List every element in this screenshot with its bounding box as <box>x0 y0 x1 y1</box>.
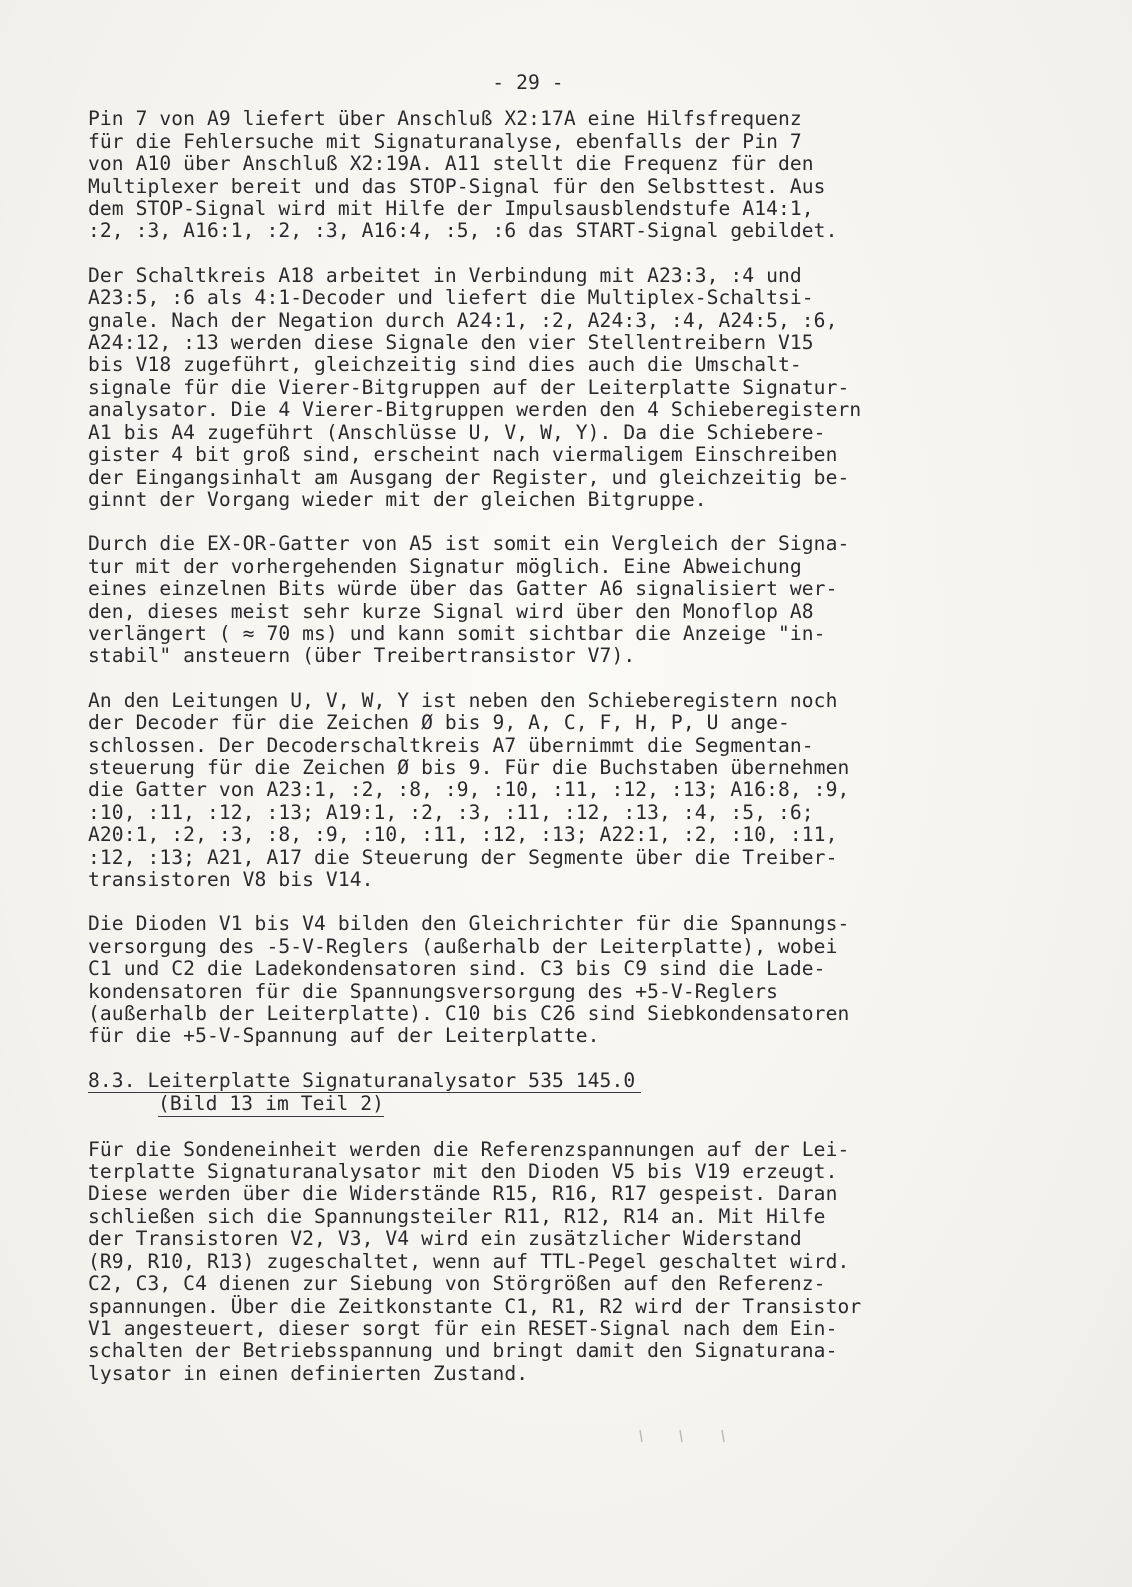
text-line: Der Schaltkreis A18 arbeitet in Verbindung mit A23:3, :4 und <box>88 263 802 287</box>
text-line: gister 4 bit groß sind, erscheint nach viermaligem Einschreiben <box>88 443 838 467</box>
text-line: Multiplexer bereit und das STOP-Signal für den Selbsttest. Aus <box>88 174 826 198</box>
paragraph-6 <box>88 1139 1008 1385</box>
text-line: steuerung für die Zeichen Ø bis 9. Für die Buchstaben übernehmen <box>88 755 850 779</box>
text-line: Durch die EX-OR-Gatter von A5 ist somit ein Vergleich der Signa- <box>88 532 850 556</box>
section-heading-title: 8.3. Leiterplatte Signaturanalysator 535 145.0 <box>88 1070 641 1093</box>
text-line: C2, C3, C4 dienen zur Siebung von Störgrößen auf den Referenz- <box>88 1272 826 1296</box>
text-line: dem STOP-Signal wird mit Hilfe der Impulsausblendstufe A14:1, <box>88 197 814 221</box>
text-line: transistoren V8 bis V14. <box>88 868 374 891</box>
text-line: verlängert ( ≈ 70 ms) und kann somit sichtbar die Anzeige "in- <box>88 621 826 645</box>
text-line: die Gatter von A23:1, :2, :8, :9, :10, :11, :12, :13; A16:8, :9, <box>88 778 850 802</box>
text-line: :10, :11, :12, :13; A19:1, :2, :3, :11, :12, :13, :4, :5, :6; <box>88 800 814 824</box>
text-line: schlossen. Der Decoderschaltkreis A7 übernimmt die Segmentan- <box>88 733 814 757</box>
scan-dash <box>640 1430 642 1442</box>
text-line: ginnt der Vorgang wieder mit der gleichen Bitgruppe. <box>88 487 707 511</box>
text-line: schalten der Betriebsspannung und bringt damit den Signaturana- <box>88 1339 838 1363</box>
text-line: Diese werden über die Widerstände R15, R16, R17 gespeist. Daran <box>88 1182 838 1206</box>
paragraph-3 <box>88 533 1008 667</box>
text-line: für die +5-V-Spannung auf der Leiterplatte. <box>88 1024 600 1048</box>
text-line: (außerhalb der Leiterplatte). C10 bis C26 sind Siebkondensatoren <box>88 1002 850 1026</box>
text-line: Pin 7 von A9 liefert über Anschluß X2:17A eine Hilfsfrequenz <box>88 107 802 131</box>
text-line: Die Dioden V1 bis V4 bilden den Gleichrichter für die Spannungs- <box>88 912 850 936</box>
paragraph-5 <box>88 913 1008 1047</box>
text-line: signale für die Vierer-Bitgruppen auf der Leiterplatte Signatur- <box>88 375 850 399</box>
text-line: tur mit der vorhergehenden Signatur möglich. Eine Abweichung <box>88 554 802 578</box>
scan-dash <box>722 1430 724 1442</box>
page-content <box>88 72 1008 1407</box>
scan-dash <box>680 1430 682 1442</box>
text-line: der Decoder für die Zeichen Ø bis 9, A, C, F, H, P, U ange- <box>88 711 790 735</box>
text-line: spannungen. Über die Zeitkonstante C1, R1, R2 wird der Transistor <box>88 1294 862 1318</box>
text-line: den, dieses meist sehr kurze Signal wird über den Monoflop A8 <box>88 599 814 623</box>
text-line: lysator in einen definierten Zustand. <box>88 1361 529 1385</box>
text-line: A24:12, :13 werden diese Signale den vier Stellentreibern V15 <box>88 331 814 355</box>
text-line: C1 und C2 die Ladekondensatoren sind. C3 bis C9 sind die Lade- <box>88 957 826 981</box>
text-line: schließen sich die Spannungsteiler R11, R12, R14 an. Mit Hilfe <box>88 1204 826 1228</box>
text-line: kondensatoren für die Spannungsversorgung des +5-V-Reglers <box>88 979 778 1003</box>
text-line: der Eingangsinhalt am Ausgang der Register, und gleichzeitig be- <box>88 465 850 489</box>
text-line: An den Leitungen U, V, W, Y ist neben den Schieberegistern noch <box>88 688 838 712</box>
text-line: versorgung des -5-V-Reglers (außerhalb der Leiterplatte), wobei <box>88 934 838 958</box>
text-line: (R9, R10, R13) zugeschaltet, wenn auf TTL-Pegel geschaltet wird. <box>88 1249 850 1273</box>
text-line: V1 angesteuert, dieser sorgt für ein RESET-Signal nach dem Ein- <box>88 1316 838 1340</box>
paragraph-4 <box>88 690 1008 892</box>
text-line: A23:5, :6 als 4:1-Decoder und liefert die Multiplex-Schaltsi- <box>88 286 814 310</box>
text-line: eines einzelnen Bits würde über das Gatter A6 signalisiert wer- <box>88 577 838 601</box>
text-line: der Transistoren V2, V3, V4 wird ein zusätzlicher Widerstand <box>88 1227 802 1251</box>
text-line: stabil" ansteuern (über Treibertransistor V7). <box>88 644 636 668</box>
text-line: von A10 über Anschluß X2:19A. A11 stellt die Frequenz für den <box>88 152 814 176</box>
text-line: :12, :13; A21, A17 die Steuerung der Segmente über die Treiber- <box>88 845 838 869</box>
text-line: gnale. Nach der Negation durch A24:1, :2, A24:3, :4, A24:5, :6, <box>88 308 838 332</box>
paragraph-2 <box>88 265 1008 511</box>
paragraph-1 <box>88 108 1008 242</box>
text-line: analysator. Die 4 Vierer-Bitgruppen werden den 4 Schieberegistern <box>88 398 862 422</box>
text-line: terplatte Signaturanalysator mit den Dioden V5 bis V19 erzeugt. <box>88 1160 838 1184</box>
text-line: Für die Sondeneinheit werden die Referenzspannungen auf der Lei- <box>88 1137 850 1161</box>
text-line: für die Fehlersuche mit Signaturanalyse, ebenfalls der Pin 7 <box>88 129 802 153</box>
text-line: A20:1, :2, :3, :8, :9, :10, :11, :12, :13; A22:1, :2, :10, :11, <box>88 823 838 847</box>
text-line: :2, :3, A16:1, :2, :3, A16:4, :5, :6 das START-Signal gebildet. <box>88 219 838 243</box>
text-line: bis V18 zugeführt, gleichzeitig sind dies auch die Umschalt- <box>88 353 802 377</box>
page-number: - 29 - <box>492 71 564 94</box>
text-line: A1 bis A4 zugeführt (Anschlüsse U, V, W, Y). Da die Schiebere- <box>88 420 826 444</box>
section-heading-subtitle: (Bild 13 im Teil 2) <box>158 1092 385 1116</box>
section-heading <box>88 1070 1008 1117</box>
